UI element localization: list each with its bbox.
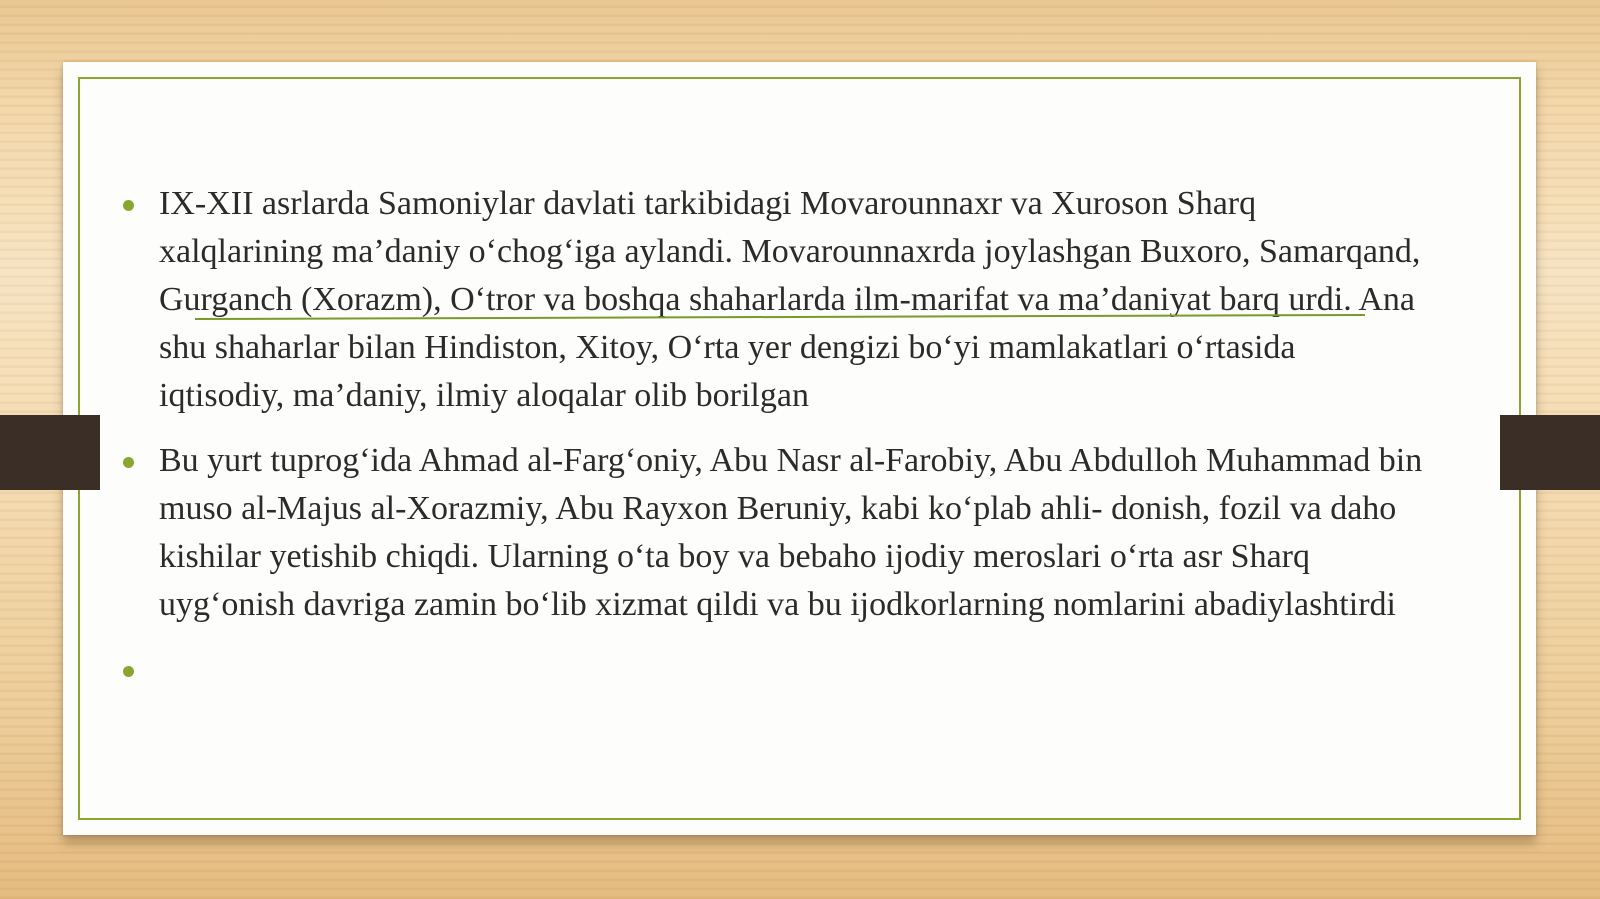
bullet-text: Bu yurt tuprog‘ida Ahmad al-Farg‘oniy, Abu Nasr al-Farobiy, Abu Abdulloh Muhammad bin muso al-Majus al-Xorazmiy, Abu Rayxon Beruniy, kabi ko‘plab ahli- donish, fozil va daho kishilar yetishib chiqdi. Ularning o‘ta boy va bebaho ijodiy meroslari o‘rta asr Sharq uyg‘onish davriga zamin bo‘lib xizmat qildi va bu ijodkorlarning nomlarini abadiylashtirdi bbox=[159, 442, 1423, 623]
bullet-dot-icon bbox=[123, 457, 134, 468]
bullet-text: IX-XII asrlarda Samoniylar davlati tarkibidagi Movarounnaxr va Xuroson Sharq xalqlarining ma’daniy o‘chog‘iga aylandi. Movarounnaxrda joylashgan Buxoro, Samarqand, Gurganch (Xorazm), O‘tror va boshqa shaharlarda ilm-marifat va ma’daniyat barq urdi. Ana shu shaharlar bilan Hindiston, Xitoy, O‘rta yer dengizi bo‘yi mamlakatlari o‘rtasida iqtisodiy, ma’daniy, ilmiy aloqalar olib borilgan bbox=[159, 185, 1421, 414]
right-side-tab bbox=[1500, 415, 1600, 490]
slide-content bbox=[118, 180, 1428, 711]
bullet-item bbox=[118, 646, 1428, 694]
bullet-dot-icon bbox=[123, 666, 134, 677]
bullet-item bbox=[118, 180, 1428, 420]
bullet-text bbox=[159, 646, 1428, 694]
left-side-tab bbox=[0, 415, 100, 490]
bullet-dot-icon bbox=[123, 200, 134, 211]
bullet-item bbox=[118, 437, 1428, 629]
